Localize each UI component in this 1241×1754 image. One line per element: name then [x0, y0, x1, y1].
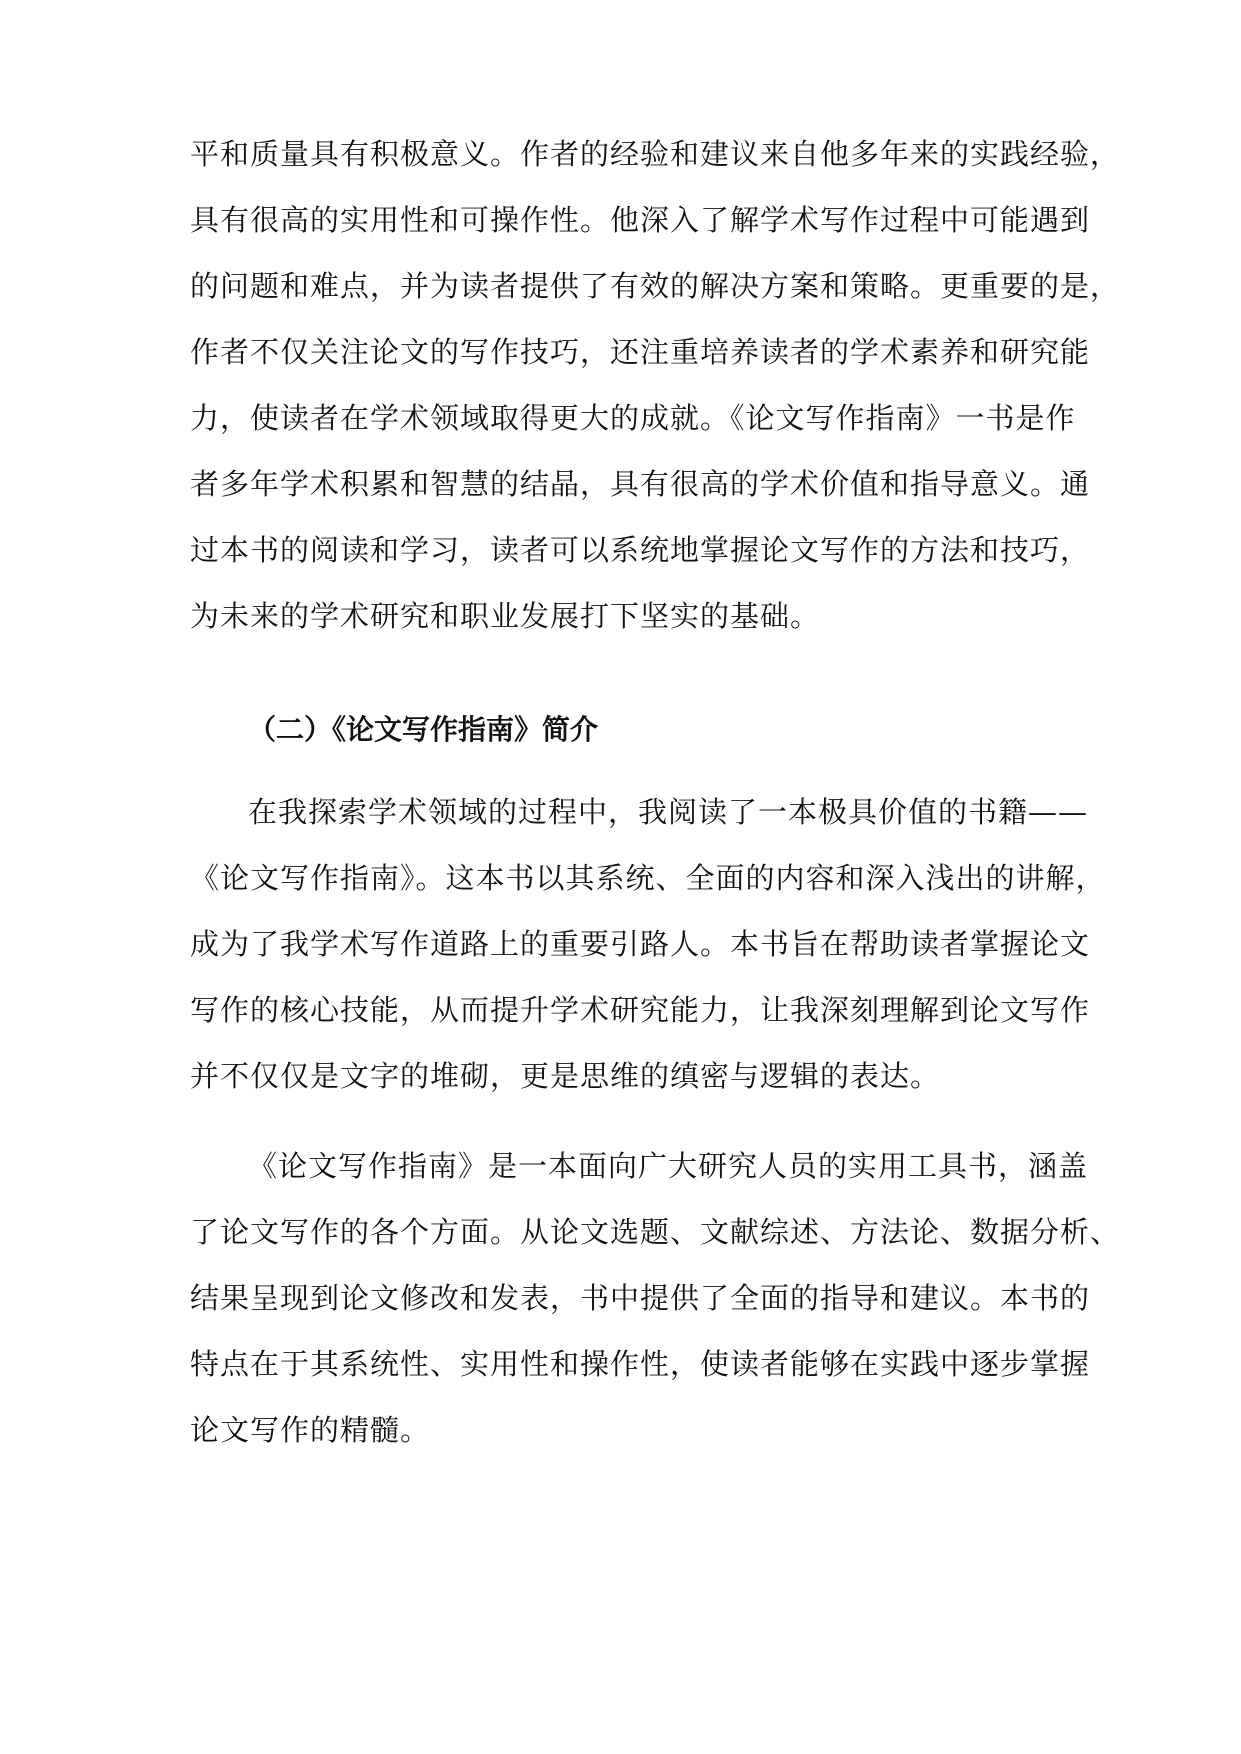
intro-line-8: 为未来的学术研究和职业发展打下坚实的基础。 [190, 599, 821, 633]
intro-line-2: 具有很高的实用性和可操作性。他深入了解学术写作过程中可能遇到 [190, 203, 1091, 237]
p3-line-2: 了论文写作的各个方面。从论文选题、文献综述、方法论、数据分析、 [190, 1215, 1121, 1249]
intro-line-6: 者多年学术积累和智慧的结晶，具有很高的学术价值和指导意义。通 [190, 467, 1091, 501]
intro-line-7: 过本书的阅读和学习，读者可以系统地掌握论文写作的方法和技巧， [190, 533, 1091, 567]
intro-line-4: 作者不仅关注论文的写作技巧，还注重培养读者的学术素养和研究能 [190, 335, 1091, 369]
p2-line-3: 成为了我学术写作道路上的重要引路人。本书旨在帮助读者掌握论文 [190, 927, 1091, 961]
intro-line-5: 力，使读者在学术领域取得更大的成就。《论文写作指南》一书是作 [190, 401, 1076, 435]
section-heading: （二）《论文写作指南》简介 [248, 713, 599, 746]
p3-line-5: 论文写作的精髓。 [190, 1413, 431, 1447]
p3-line-3: 结果呈现到论文修改和发表，书中提供了全面的指导和建议。本书的 [190, 1281, 1091, 1315]
intro-line-3: 的问题和难点，并为读者提供了有效的解决方案和策略。更重要的是， [190, 269, 1121, 303]
p2-line-5: 并不仅仅是文字的堆砌，更是思维的缜密与逻辑的表达。 [190, 1059, 941, 1093]
p2-line-1: 在我探索学术领域的过程中，我阅读了一本极具价值的书籍—— [248, 795, 1089, 829]
p2-line-4: 写作的核心技能，从而提升学术研究能力，让我深刻理解到论文写作 [190, 993, 1091, 1027]
p3-line-1: 《论文写作指南》是一本面向广大研究人员的实用工具书，涵盖 [248, 1149, 1089, 1183]
p3-line-4: 特点在于其系统性、实用性和操作性，使读者能够在实践中逐步掌握 [190, 1347, 1091, 1381]
intro-line-1: 平和质量具有积极意义。作者的经验和建议来自他多年来的实践经验， [190, 137, 1121, 171]
p2-line-2: 《论文写作指南》。这本书以其系统、全面的内容和深入浅出的讲解， [190, 861, 1106, 895]
